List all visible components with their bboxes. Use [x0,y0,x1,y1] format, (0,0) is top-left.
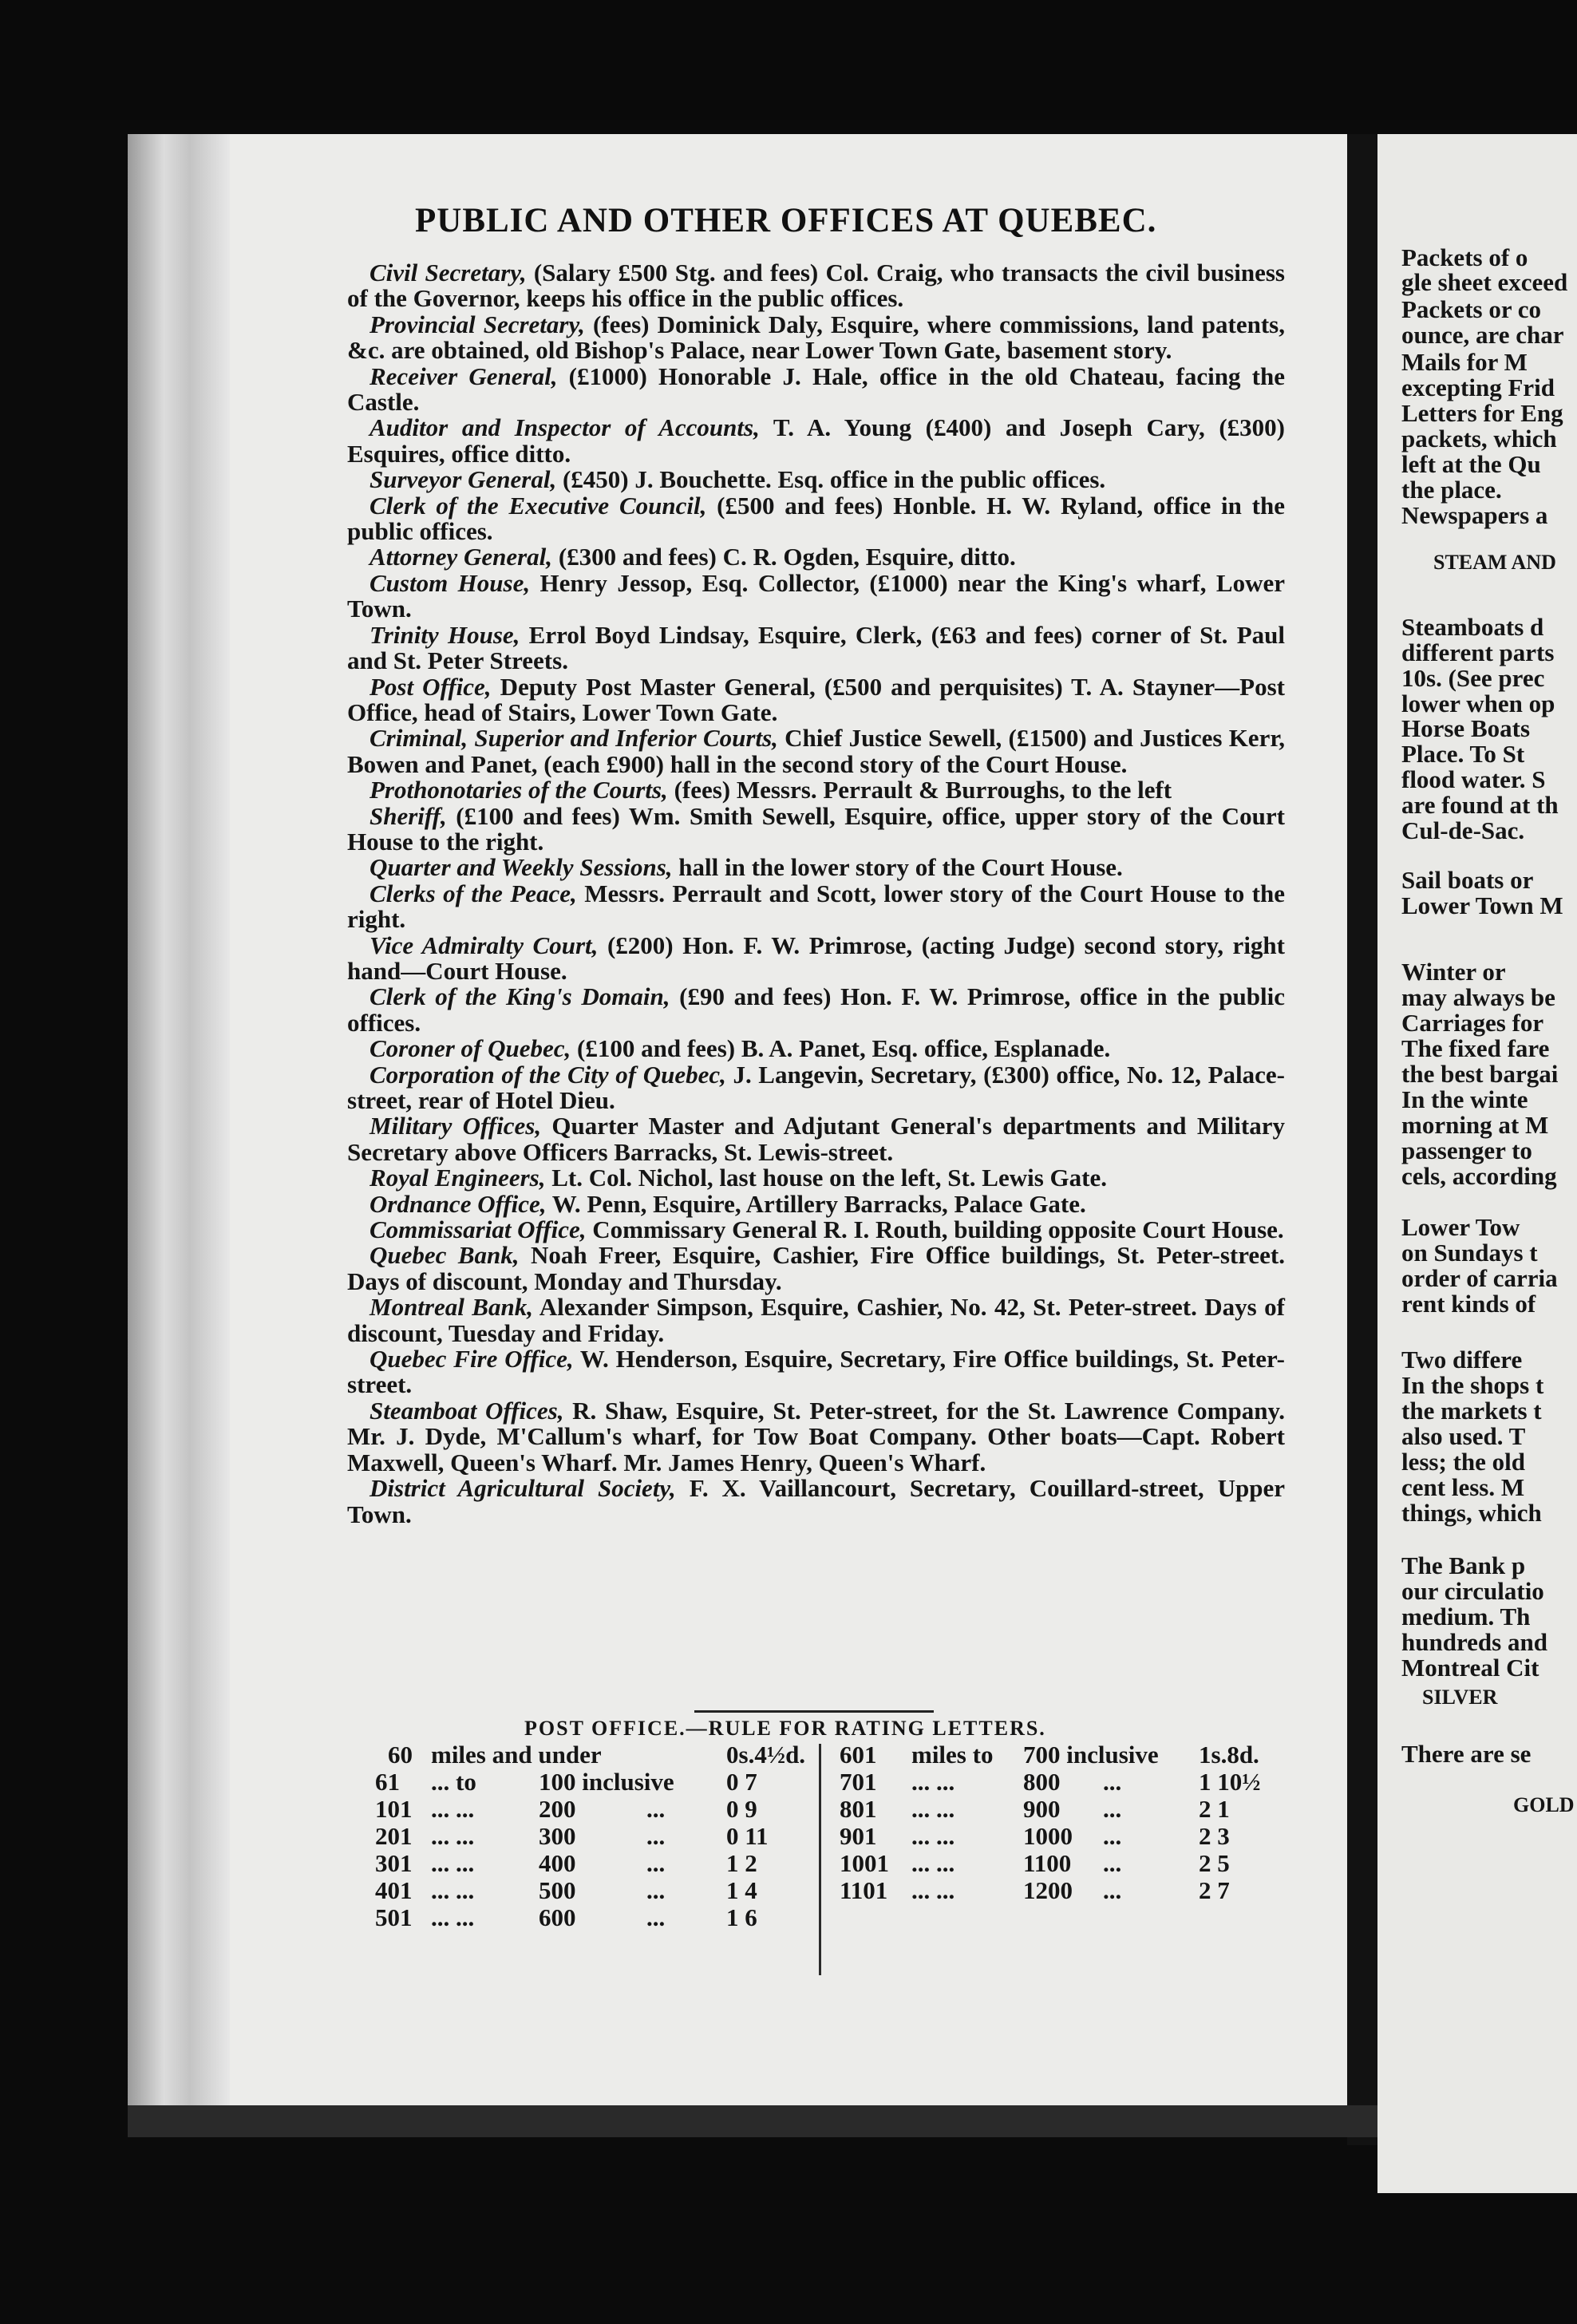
office-details: (£100 and fees) Wm. Smith Sewell, Esquire, office, upper story of the Court House to the right. [347,801,1285,856]
distance-from: 801 [840,1795,877,1823]
office-details: hall in the lower story of the Court House. [672,853,1123,882]
office-details: (£500 and fees) Honble. H. W. Ryland, office in the public offices. [347,491,1285,546]
directory-entry [347,1346,1285,1398]
distance-connector: ... ... [431,1795,475,1823]
rate-table-title: POST OFFICE.—RULE FOR RATING LETTERS. [524,1717,1046,1740]
office-name: Provincial Secretary, [370,310,585,338]
directory-entry [347,674,1285,726]
office-details: T. A. Young (£400) and Joseph Cary, (£300) Esquires, office ditto. [347,413,1285,468]
office-details: J. Langevin, Secretary, (£300) office, No. 12, Palace-street, rear of Hotel Dieu. [347,1060,1285,1114]
office-name: Clerk of the King's Domain, [370,982,670,1011]
directory-entry [347,1398,1285,1476]
office-details: Messrs. Perrault and Scott, lower story of the Court House to the right. [347,879,1285,934]
distance-from: 601 [840,1741,877,1769]
distance-to: 1100 [1023,1849,1072,1877]
leader-dots: ... [1103,1822,1122,1850]
directory-entry [347,801,1285,856]
right-page-line: GOLD [1513,1793,1575,1816]
right-page-line: our circulatio [1401,1577,1544,1605]
postage-rate: 1 2 [726,1849,757,1877]
office-name: Criminal, Superior and Inferior Courts, [370,724,778,753]
distance-connector: ... ... [911,1849,955,1877]
distance-to: 1200 [1023,1876,1073,1904]
office-name: Military Offices, [370,1112,542,1140]
distance-connector: ... ... [431,1822,475,1850]
right-page-line: In the shops t [1401,1371,1544,1399]
directory-entry [347,933,1285,985]
directory-entry [347,544,1285,570]
page-edge-shadow [128,134,231,2105]
office-name: Civil Secretary, [370,259,527,287]
office-details: R. Shaw, Esquire, St. Peter-street, for the St. Lawrence Company. Mr. J. Dyde, M'Callum's wharf, for Tow Boat Company. Other boats—Capt. Robert Maxwell, Queen's Wharf. Mr. James Henry, Queen's Wharf. [347,1396,1285,1476]
right-page-line: also used. T [1401,1422,1526,1450]
postage-rate: 0s.4½d. [726,1741,806,1769]
distance-to: 1000 [1023,1822,1073,1850]
distance-from: 301 [375,1849,413,1877]
directory-entry [347,1165,1285,1191]
directory-entry [347,1036,1285,1061]
right-page-line: Two differe [1401,1346,1523,1373]
directory-entry [347,1243,1285,1294]
postage-rate: 0 7 [726,1768,757,1796]
office-name: Clerk of the Executive Council, [370,491,707,520]
office-details: Quarter Master and Adjutant General's departments and Military Secretary above Officers Barracks, St. Lewis-street. [347,1112,1286,1166]
postage-rate: 1 10½ [1199,1768,1261,1796]
distance-connector: ... ... [431,1876,475,1904]
right-page-line: Letters for Eng [1401,399,1563,427]
right-page-line: Horse Boats [1401,714,1531,742]
office-details: (£300 and fees) C. R. Ogden, Esquire, ditto. [552,543,1016,571]
office-name: Receiver General, [370,362,558,390]
right-page-line: order of carria [1401,1264,1558,1292]
distance-from: 201 [375,1822,413,1850]
right-page-line: The fixed fare [1401,1034,1550,1062]
directory-entry [347,312,1285,364]
office-details: F. X. Vaillancourt, Secretary, Couillard-street, Upper Town. [347,1474,1285,1528]
directory-entry [347,493,1285,545]
postage-rate: 1 4 [726,1876,757,1904]
right-page-line: Carriages for [1401,1009,1544,1037]
leader-dots: ... [646,1795,666,1823]
right-page-line: may always be [1401,983,1555,1011]
postage-rate: 1 6 [726,1903,757,1931]
distance-connector: ... ... [911,1768,955,1796]
right-page-line: things, which [1401,1499,1542,1527]
office-details: (£200) Hon. F. W. Primrose, (acting Judge) second story, right hand—Court House. [347,931,1285,985]
directory-entry [347,881,1285,933]
right-page-line: the place. [1401,476,1502,504]
page-title: PUBLIC AND OTHER OFFICES AT QUEBEC. [415,202,1157,239]
distance-to: 200 [539,1795,576,1823]
right-page-line: passenger to [1401,1136,1532,1164]
office-details: Deputy Post Master General, (£500 and perquisites) T. A. Stayner—Post Office, head of Stairs, Lower Town Gate. [347,672,1286,726]
distance-from: 1101 [840,1876,888,1904]
right-page-line: morning at M [1401,1111,1549,1139]
directory-entry [347,777,1285,803]
distance-to: 100 inclusive [539,1768,674,1796]
right-page-line: Lower Town M [1401,891,1563,919]
directory-entry [347,260,1285,312]
distance-connector: miles and under [431,1741,602,1769]
distance-connector: ... ... [911,1795,955,1823]
distance-to: 500 [539,1876,576,1904]
directory-entry [347,415,1285,467]
book-spine [1347,134,1377,2145]
right-page-line: different parts [1401,638,1555,666]
office-details: (fees) Dominick Daly, Esquire, where commissions, land patents, &c. are obtained, old Bishop's Palace, near Lower Town Gate, basement story. [347,310,1285,365]
office-name: Royal Engineers, [370,1164,546,1192]
right-page-line: Steamboats d [1401,613,1544,641]
right-page-line: are found at th [1401,791,1559,819]
right-page-line: rent kinds of [1401,1290,1536,1318]
office-name: Attorney General, [370,543,553,571]
office-directory [347,260,1285,1528]
directory-entry [347,1476,1285,1528]
office-details: (£1000) Honorable J. Hale, office in the old Chateau, facing the Castle. [347,362,1285,417]
office-name: Ordnance Office, [370,1189,547,1218]
distance-to: 900 [1023,1795,1061,1823]
leader-dots: ... [1103,1876,1122,1904]
postage-rate: 0 9 [726,1795,757,1823]
distance-from: 401 [375,1876,413,1904]
leader-dots: ... [1103,1849,1122,1877]
office-name: Trinity House, [370,620,520,649]
distance-connector: ... to [431,1768,476,1796]
directory-entry [347,1189,1285,1218]
leader-dots: ... [646,1876,666,1904]
right-page-line: the markets t [1401,1397,1542,1425]
page-bottom-edge [128,2105,1377,2137]
right-page-line: Newspapers a [1401,501,1548,529]
office-name: Sheriff, [370,801,447,830]
office-details: (Salary £500 Stg. and fees) Col. Craig, who transacts the civil business of the Governor, keeps his office in the public offices. [347,259,1285,313]
leader-dots: ... [646,1822,666,1850]
leader-dots: ... [1103,1768,1122,1796]
office-name: Auditor and Inspector of Accounts, [370,413,760,442]
leader-dots: ... [646,1903,666,1931]
distance-to: 600 [539,1903,576,1931]
distance-from: 1001 [840,1849,889,1877]
right-page-line: left at the Qu [1401,450,1541,478]
right-page-line: Cul-de-Sac. [1401,816,1525,844]
office-details: W. Penn, Esquire, Artillery Barracks, Palace Gate. [546,1189,1086,1218]
distance-to: 400 [539,1849,576,1877]
right-page-line: ounce, are char [1401,321,1564,349]
right-page-line: Place. To St [1401,740,1525,768]
office-name: District Agricultural Society, [370,1474,676,1503]
microfilm-border [0,0,1577,120]
distance-to: 700 inclusive [1023,1741,1159,1769]
office-name: Quarter and Weekly Sessions, [370,853,673,882]
office-details: (£90 and fees) Hon. F. W. Primrose, office in the public offices. [347,982,1286,1037]
distance-connector: ... ... [431,1903,475,1931]
right-page-line: excepting Frid [1401,374,1555,401]
right-page-line: on Sundays t [1401,1239,1538,1267]
rate-table-column-divider [819,1744,821,1975]
directory-entry [347,1294,1285,1346]
directory-entry [347,568,1285,623]
directory-entry [347,1217,1285,1243]
right-page-line: Mails for M [1401,348,1528,376]
distance-connector: ... ... [911,1822,955,1850]
right-page-line: cels, according [1401,1162,1557,1190]
right-page-line: hundreds and [1401,1628,1547,1656]
directory-entry [347,1062,1285,1114]
directory-entry [347,984,1285,1036]
office-name: Custom House, [370,568,531,597]
distance-from: 901 [840,1822,877,1850]
right-page-line: Lower Tow [1401,1213,1520,1241]
postage-rate: 2 5 [1199,1849,1230,1877]
distance-from: 701 [840,1768,877,1796]
office-name: Clerks of the Peace, [370,879,577,907]
distance-from: 61 [375,1768,400,1796]
office-name: Quebec Fire Office, [370,1345,574,1373]
postage-rate: 2 3 [1199,1822,1230,1850]
office-name: Prothonotaries of the Courts, [370,776,668,804]
postage-rate: 1s.8d. [1199,1741,1259,1769]
right-page-line: Sail boats or [1401,866,1534,894]
right-page-line: cent less. M [1401,1473,1525,1501]
office-details: Commissary General R. I. Routh, building opposite Court House. [586,1215,1284,1244]
right-page-line: Winter or [1401,958,1506,986]
right-page-line: Montreal Cit [1401,1654,1539,1682]
directory-entry [347,364,1285,416]
directory-entry [347,725,1285,777]
distance-connector: ... ... [911,1876,955,1904]
directory-entry [347,855,1285,880]
office-details: Henry Jessop, Esq. Collector, (£1000) near the King's wharf, Lower Town. [347,568,1285,623]
office-name: Vice Admiralty Court, [370,931,599,959]
right-page-line: Packets or co [1401,295,1542,323]
office-name: Quebec Bank, [370,1241,520,1270]
postage-rate: 2 7 [1199,1876,1230,1904]
postage-rate: 2 1 [1199,1795,1230,1823]
distance-to: 300 [539,1822,576,1850]
office-name: Corporation of the City of Quebec, [370,1060,726,1089]
office-details: (£450) J. Bouchette. Esq. office in the public offices. [556,465,1106,494]
distance-from: 60 [388,1741,413,1769]
right-page-line: SILVER [1422,1686,1498,1709]
distance-from: 501 [375,1903,413,1931]
right-page-line: Packets of o [1401,243,1528,271]
office-details: W. Henderson, Esquire, Secretary, Fire Office buildings, St. Peter-street. [347,1345,1285,1399]
directory-entry [347,622,1285,674]
leader-dots: ... [646,1849,666,1877]
office-name: Commissariat Office, [370,1215,587,1244]
office-details: Noah Freer, Esquire, Cashier, Fire Office buildings, St. Peter-street. Days of discount, Monday and Thursday. [347,1241,1285,1295]
right-page-line: packets, which [1401,425,1557,453]
leader-dots: ... [1103,1795,1122,1823]
office-name: Steamboat Offices, [370,1396,564,1425]
right-page-line: the best bargai [1401,1060,1559,1088]
distance-connector: miles to [911,1741,994,1769]
office-details: Chief Justice Sewell, (£1500) and Justices Kerr, Bowen and Panet, (each £900) hall in the second story of the Court House. [347,724,1285,778]
office-details: (fees) Messrs. Perrault & Burroughs, to the left [667,776,1172,804]
right-page-line: The Bank p [1401,1551,1526,1579]
postage-rate: 0 11 [726,1822,769,1850]
section-divider [694,1710,934,1713]
directory-entry [347,467,1285,492]
office-details: (£100 and fees) B. A. Panet, Esq. office, Esplanade. [571,1034,1111,1063]
office-name: Post Office, [370,672,492,701]
office-name: Surveyor General, [370,465,557,494]
office-details: Lt. Col. Nichol, last house on the left, St. Lewis Gate. [545,1164,1107,1192]
right-page-line: lower when op [1401,690,1555,717]
right-page-line: In the winte [1401,1085,1528,1113]
distance-connector: ... ... [431,1849,475,1877]
right-page-line: There are se [1401,1740,1532,1768]
directory-entry [347,1113,1285,1165]
right-page-line: STEAM AND [1433,551,1556,574]
right-page-line: gle sheet exceed [1401,268,1568,296]
office-details: Errol Boyd Lindsay, Esquire, Clerk, (£63 and fees) corner of St. Paul and St. Peter Streets. [347,620,1285,675]
office-name: Montreal Bank, [370,1293,533,1322]
distance-from: 101 [375,1795,413,1823]
office-details: Alexander Simpson, Esquire, Cashier, No. 42, St. Peter-street. Days of discount, Tuesday and Friday. [347,1293,1285,1347]
right-page-line: less; the old [1401,1448,1525,1476]
right-page-line: 10s. (See prec [1401,664,1545,692]
distance-to: 800 [1023,1768,1061,1796]
office-name: Coroner of Quebec, [370,1034,571,1063]
right-page-line: flood water. S [1401,765,1546,793]
right-page-line: medium. Th [1401,1603,1531,1630]
